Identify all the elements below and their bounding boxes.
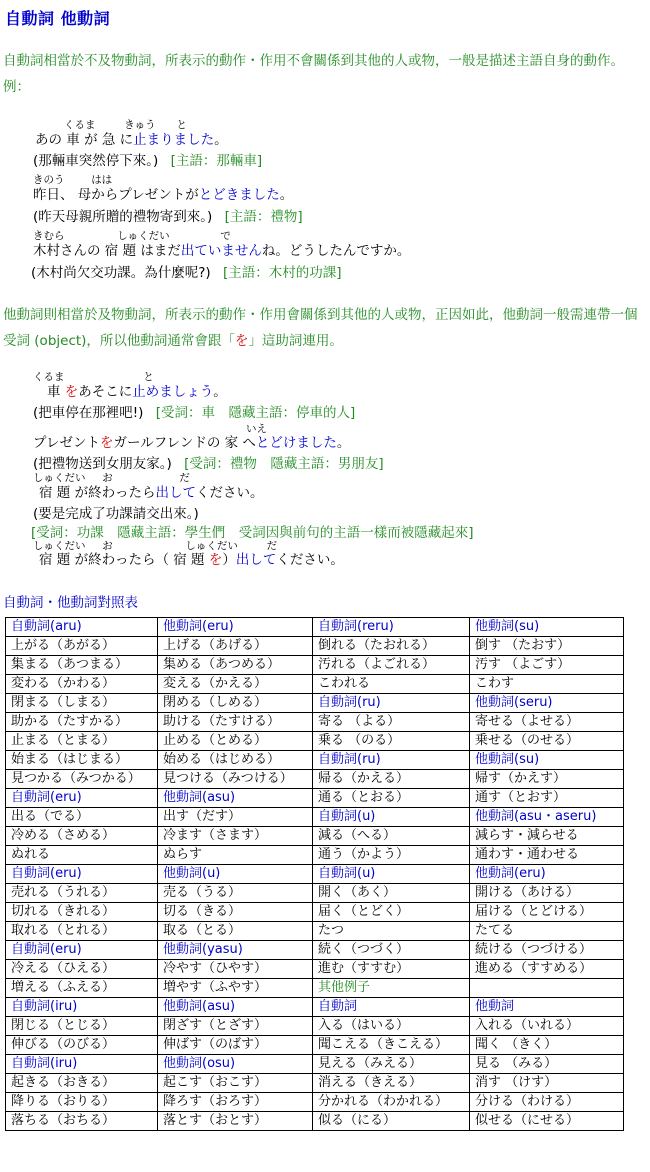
example-sentence <box>39 484 263 502</box>
ruby: きゅう <box>124 119 156 131</box>
ruby: と <box>143 371 154 383</box>
verb-highlight: とどきました <box>198 187 280 203</box>
sentence-part: 車 <box>47 384 65 400</box>
ruby: はは <box>91 174 113 186</box>
table-cell: 変える（かえる） <box>158 675 313 694</box>
sentence-part: 昨日、 母からプレゼントが <box>33 187 199 203</box>
ruby: きむら <box>33 230 65 242</box>
example-sentence <box>35 131 228 149</box>
table-cell: 落とす（おとす） <box>158 1112 313 1131</box>
table-cell: たてる <box>470 922 624 941</box>
table-row <box>6 656 624 675</box>
table-cell: 汚す （よごす） <box>470 656 624 675</box>
table-cell: 見える（みえる） <box>313 1055 470 1074</box>
translation: (木村尚欠交功課。為什麼呢?) <box>31 265 211 281</box>
table-header-cell: 自動詞(iru) <box>6 998 158 1017</box>
particle-wo: を <box>208 552 223 568</box>
table-row <box>6 770 624 789</box>
table-cell: 続ける（つづける） <box>470 941 624 960</box>
table-cell: 落ちる（おちる） <box>6 1112 158 1131</box>
subject-note: [受詞：車 隱藏主語：停車的人] <box>155 405 356 421</box>
example-sentence <box>47 383 227 401</box>
table-header-cell: 他動詞(eru) <box>158 618 313 637</box>
table-cell: 聞こえる（きこえる） <box>313 1036 470 1055</box>
table-cell: 伸ばす（のばす） <box>158 1036 313 1055</box>
verb-highlight: 止まりました <box>133 132 215 148</box>
table-cell: 降ろす（おろす） <box>158 1093 313 1112</box>
table-row <box>6 618 624 637</box>
table-header-cell: 自動詞 <box>313 998 470 1017</box>
table-cell: 出す（だす） <box>158 808 313 827</box>
sentence-part: ね。どうしたんですか。 <box>261 243 411 259</box>
verb-highlight: 止めましょう <box>132 384 214 400</box>
example-sentence <box>33 186 293 204</box>
ruby-line <box>33 472 190 484</box>
example-translation <box>33 152 262 170</box>
table-cell: 届く（とどく） <box>313 903 470 922</box>
table-header-cell: 自動詞(ru) <box>313 751 470 770</box>
table-row <box>6 808 624 827</box>
table-cell: 売る（うる） <box>158 884 313 903</box>
table-cell: 見つける（みつける） <box>158 770 313 789</box>
table-header-cell: 自動詞(reru) <box>313 618 470 637</box>
sentence-part: あそこに <box>78 384 133 400</box>
table-row <box>6 1017 624 1036</box>
table-header-cell: 自動詞(aru) <box>6 618 158 637</box>
subject-note: [主語：那輛車] <box>170 153 263 169</box>
sentence-part: ください。 <box>195 485 264 501</box>
table-cell: 売れる（うれる） <box>6 884 158 903</box>
table-row <box>6 637 624 656</box>
verb-table-body <box>6 618 624 1131</box>
table-cell: 通す（とおす） <box>470 789 624 808</box>
table-cell: 帰す（かえす） <box>470 770 624 789</box>
table-cell: 起こす（おこす） <box>158 1074 313 1093</box>
table-cell: 開ける（あける） <box>470 884 624 903</box>
table-cell: 伸びる（のびる） <box>6 1036 158 1055</box>
table-cell: 帰る（かえる） <box>313 770 470 789</box>
example-sentence <box>33 242 410 260</box>
ruby: くるま <box>64 119 96 131</box>
table-cell: 乗せる（のせる） <box>470 732 624 751</box>
table-cell: 出る（でる） <box>6 808 158 827</box>
table-header-cell: 他動詞(yasu) <box>158 941 313 960</box>
ruby-line <box>33 174 112 186</box>
table-row <box>6 1036 624 1055</box>
example-translation <box>33 208 303 226</box>
table-cell: 汚れる（よごれる） <box>313 656 470 675</box>
table-cell: 聞く （きく） <box>470 1036 624 1055</box>
table-cell: 集まる（あつまる） <box>6 656 158 675</box>
sentence-part: 木村さんの 宿 題 はまだ <box>33 243 181 259</box>
table-cell: 通る（とおる） <box>313 789 470 808</box>
example-sentence <box>33 434 350 452</box>
table-row <box>6 941 624 960</box>
table-cell: 進める（すすめる） <box>470 960 624 979</box>
example-translation <box>33 404 355 422</box>
table-row <box>6 713 624 732</box>
table-cell: 倒れる（たおれる） <box>313 637 470 656</box>
table-row <box>6 998 624 1017</box>
particle-wo: を <box>234 333 249 349</box>
table-cell: 分ける（わける） <box>470 1093 624 1112</box>
subject-note: [受詞：功課 隱藏主語：學生們 受詞因與前句的主語一樣而被隱藏起來] <box>31 525 474 541</box>
table-row <box>6 1055 624 1074</box>
translation: (把車停在那裡吧!) <box>33 405 144 421</box>
transitive-intro <box>3 302 639 354</box>
table-row <box>6 884 624 903</box>
table-row <box>6 675 624 694</box>
table-cell: 止まる（とまる） <box>6 732 158 751</box>
table-cell: 入れる（いれる） <box>470 1017 624 1036</box>
example-translation: (要是完成了功課請交出來。) <box>33 506 199 522</box>
table-cell: 続く（つづく） <box>313 941 470 960</box>
table-cell: 分かれる（わかれる） <box>313 1093 470 1112</box>
table-cell: 助ける（たすける） <box>158 713 313 732</box>
table-cell: 寄る （よる） <box>313 713 470 732</box>
ruby: しゅくだい <box>33 472 86 484</box>
table-header-cell: 自動詞(u) <box>313 865 470 884</box>
table-cell: 切る（きる） <box>158 903 313 922</box>
sentence-part: 。 <box>279 187 294 203</box>
table-row <box>6 789 624 808</box>
table-cell: 通わす・通わせる <box>470 846 624 865</box>
sentence-part: 宿 題 が終わったら（ 宿 題 <box>39 552 209 568</box>
ruby: しゅくだい <box>117 230 170 242</box>
sentence-part: ください。 <box>276 552 344 568</box>
translation: (昨天母親所贈的禮物寄到來。) <box>33 209 213 225</box>
ruby: だ <box>179 472 190 484</box>
verb-highlight: 出して <box>235 552 277 568</box>
table-cell: 閉じる（とじる） <box>6 1017 158 1036</box>
table-cell: 起きる（おきる） <box>6 1074 158 1093</box>
table-cell: 減る（へる） <box>313 827 470 846</box>
table-cell: 止める（とめる） <box>158 732 313 751</box>
table-header-cell: 他動詞(asu) <box>158 998 313 1017</box>
intro-part: 」這助詞連用。 <box>248 333 343 349</box>
table-cell: 届ける（とどける） <box>470 903 624 922</box>
sentence-part: 。 <box>213 384 227 400</box>
table-cell: 始める（はじめる） <box>158 751 313 770</box>
table-header-cell: 自動詞(eru) <box>6 865 158 884</box>
table-cell <box>470 979 624 998</box>
table-header-cell: 他動詞(seru) <box>470 694 624 713</box>
table-header-cell: 他動詞(su) <box>470 618 624 637</box>
sentence-part: あの 車 が 急 に <box>35 132 134 148</box>
table-header-cell: 他動詞(asu) <box>158 789 313 808</box>
table-cell: 寄せる（よせる） <box>470 713 624 732</box>
table-cell: 冷える（ひえる） <box>6 960 158 979</box>
table-cell: 閉める（しめる） <box>158 694 313 713</box>
table-cell: 進む（すすむ） <box>313 960 470 979</box>
table-cell: 減らす・減らせる <box>470 827 624 846</box>
table-cell: 見つかる（みつかる） <box>6 770 158 789</box>
ruby: しゅくだい <box>33 540 86 552</box>
verb-highlight: 出して <box>155 485 196 501</box>
ruby: だ <box>266 540 278 552</box>
table-cell: 閉ざす（とざす） <box>158 1017 313 1036</box>
table-cell: 通う（かよう） <box>313 846 470 865</box>
table-header-cell: 自動詞(iru) <box>6 1055 158 1074</box>
table-cell: 冷める（さめる） <box>6 827 158 846</box>
table-cell: 上がる（あがる） <box>6 637 158 656</box>
ruby: くるま <box>33 371 65 383</box>
ruby: と <box>176 119 187 131</box>
table-row <box>6 1074 624 1093</box>
sentence-part: 宿 題 が終わったら <box>39 485 156 501</box>
table-cell: 消える（きえる） <box>313 1074 470 1093</box>
table-row <box>6 751 624 770</box>
page-title: 自動詞 他動詞 <box>5 9 111 28</box>
table-cell: ぬれる <box>6 846 158 865</box>
ruby: お <box>102 540 113 552</box>
table-cell: 冷ます（さます） <box>158 827 313 846</box>
example-sentence <box>39 551 344 569</box>
subject-note: [主語：禮物] <box>224 209 303 225</box>
ruby: しゅくだい <box>185 540 238 552</box>
table-row <box>6 922 624 941</box>
table-row <box>6 1093 624 1112</box>
sentence-part: 。 <box>336 435 351 451</box>
ruby: お <box>102 472 113 484</box>
table-cell: 似せる（にせる） <box>470 1112 624 1131</box>
table-row <box>6 846 624 865</box>
table-cell: 集める（あつめる） <box>158 656 313 675</box>
table-cell: 変わる（かわる） <box>6 675 158 694</box>
ruby-line <box>64 119 187 131</box>
table-cell: 閉まる（しまる） <box>6 694 158 713</box>
intransitive-intro: 自動詞相當於不及物動詞，所表示的動作・作用不會關係到其他的人或物，一般是描述主語自身的動作。例： <box>3 53 624 95</box>
table-cell: 取る（とる） <box>158 922 313 941</box>
table-row <box>6 979 624 998</box>
table-cell: 倒す （たおす） <box>470 637 624 656</box>
table-cell: 似る（にる） <box>313 1112 470 1131</box>
table-note-cell: 其他例子 <box>313 979 470 998</box>
table-cell: 開く（あく） <box>313 884 470 903</box>
table-cell: こわれる <box>313 675 470 694</box>
table-cell: こわす <box>470 675 624 694</box>
table-cell: たつ <box>313 922 470 941</box>
table-header-cell: 自動詞(eru) <box>6 941 158 960</box>
table-cell: ぬらす <box>158 846 313 865</box>
subject-note: [主語：木村的功課] <box>223 265 342 281</box>
translation: (那輛車突然停下來。) <box>33 153 159 169</box>
table-cell: 入る（はいる） <box>313 1017 470 1036</box>
table-cell: 消す （けす） <box>470 1074 624 1093</box>
table-header-cell: 自動詞(ru) <box>313 694 470 713</box>
table-title: 自動詞・他動詞對照表 <box>3 595 138 611</box>
verb-comparison-table <box>5 617 624 1131</box>
verb-highlight: 出ていません <box>180 243 262 259</box>
sentence-part: プレゼント <box>33 435 100 451</box>
ruby: きのう <box>33 174 65 186</box>
table-header-cell: 自動詞(eru) <box>6 789 158 808</box>
table-header-cell: 他動詞(eru) <box>470 865 624 884</box>
table-header-cell: 他動詞(osu) <box>158 1055 313 1074</box>
table-cell: 増える（ふえる） <box>6 979 158 998</box>
table-cell: 助かる（たすかる） <box>6 713 158 732</box>
table-header-cell: 他動詞(asu・aseru) <box>470 808 624 827</box>
example-translation <box>33 455 384 473</box>
example-translation <box>31 264 342 282</box>
table-row <box>6 903 624 922</box>
particle-wo: を <box>99 435 114 451</box>
intro-part: 他動詞則相當於及物動詞，所表示的動作・作用會關係到其他的人或物，正因如此，他動詞一般需連帶一個受詞 (object)，所以他動詞通常會跟「 <box>3 307 638 349</box>
ruby: で <box>220 230 231 242</box>
table-header-cell: 他動詞 <box>470 998 624 1017</box>
subject-note: [受詞：禮物 隱藏主語：男朋友] <box>184 456 384 472</box>
table-cell: 上げる（あげる） <box>158 637 313 656</box>
table-row <box>6 694 624 713</box>
table-row <box>6 827 624 846</box>
ruby-line <box>33 371 154 383</box>
table-header-cell: 自動詞(u) <box>313 808 470 827</box>
sentence-part: 。 <box>214 132 228 148</box>
particle-wo: を <box>64 384 79 400</box>
ruby-line <box>33 230 231 242</box>
sentence-part: ） <box>222 552 236 568</box>
table-row <box>6 865 624 884</box>
table-row <box>6 1112 624 1131</box>
table-row <box>6 960 624 979</box>
sentence-part: ガールフレンドの 家 へ <box>113 435 256 451</box>
table-cell: 見る （みる） <box>470 1055 624 1074</box>
verb-highlight: とどけました <box>255 435 337 451</box>
table-cell: 増やす（ふやす） <box>158 979 313 998</box>
ruby: いえ <box>246 423 267 435</box>
table-row <box>6 732 624 751</box>
table-cell: 取れる（とれる） <box>6 922 158 941</box>
table-cell: 切れる（きれる） <box>6 903 158 922</box>
table-cell: 冷やす（ひやす） <box>158 960 313 979</box>
translation: (把禮物送到女朋友家。) <box>33 456 172 472</box>
table-header-cell: 他動詞(su) <box>470 751 624 770</box>
table-cell: 降りる（おりる） <box>6 1093 158 1112</box>
table-cell: 乗る （のる） <box>313 732 470 751</box>
table-header-cell: 他動詞(u) <box>158 865 313 884</box>
table-cell: 始まる（はじまる） <box>6 751 158 770</box>
